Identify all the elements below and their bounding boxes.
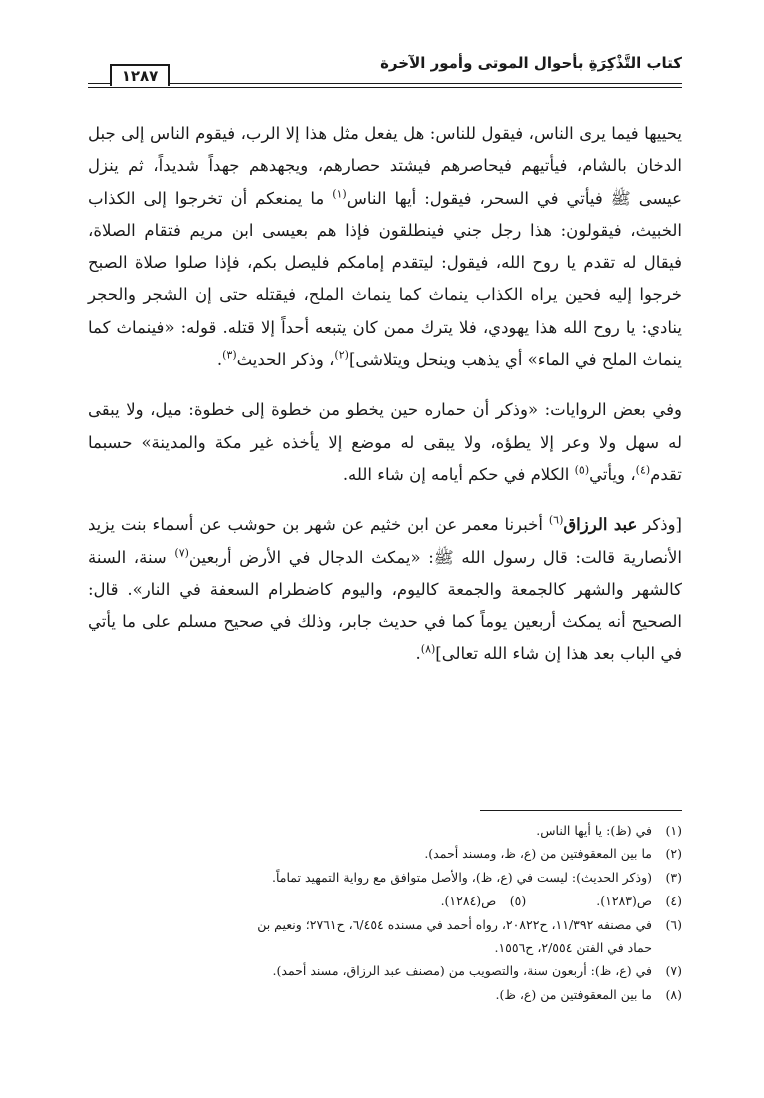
footnote-text: ما بين المعقوفتين من (ع، ظ). [495, 986, 652, 1002]
footnote-ref: (٣) [222, 348, 237, 362]
footnote-6-cont [86, 936, 682, 959]
text-run: يحييها فيما يرى الناس، فيقول للناس: هل يفعل مثل هذا إلا الرب، فيقوم الناس إلى جبل الدخان بالشام، فيأتيهم فيحاصرهم فيشتد حصارهم، ويجهدهم جهداً شديداً، ثم ينزل عيسى ﷺ فيأتي في السحر، فيقول: أيها الناس [88, 124, 682, 208]
footnote-text: في مصنفه ١١/٣٩٢، ح٢٠٨٢٢، رواه أحمد في مسنده ٦/٤٥٤، ح٢٧٦١؛ ونعيم بن [257, 916, 652, 932]
footnote-text: ما بين المعقوفتين من (ع، ظ، ومسند أحمد). [424, 846, 652, 862]
paragraph-1 [88, 118, 682, 376]
footnote-number: (٥) [509, 893, 527, 909]
footnote-4-5 [86, 889, 682, 912]
footnote-number: (٣) [665, 869, 682, 885]
text-run: ، وذكر الحديث [236, 350, 335, 370]
header-rule-bottom [88, 87, 682, 88]
footnote-text: حماد في الفتن ٢/٥٥٤، ح١٥٥٦. [494, 940, 652, 956]
footnote-ref: (٥) [574, 463, 590, 477]
footnote-number: (٦) [665, 916, 682, 932]
footnote-7 [86, 959, 682, 982]
footnote-ref: (٨) [420, 642, 436, 656]
footnote-ref: (٧) [174, 546, 189, 560]
bold-name: عبد الرزاق [563, 515, 638, 535]
footnotes [86, 819, 682, 1006]
footnote-ref: (٤) [635, 463, 651, 477]
text-run: [وذكر [637, 515, 682, 535]
footnote-3 [86, 866, 682, 889]
footnote-ref: (١) [332, 187, 347, 201]
footnote-ref: (٦) [548, 513, 564, 527]
footnote-text: (وذكر الحديث): ليست في (ع، ظ)، والأصل متوافق مع رواية التمهيد تماماً. [272, 869, 652, 885]
text-run: ، ويأتي [589, 464, 636, 484]
footnote-number: (١) [665, 823, 682, 838]
text-run: . [216, 350, 223, 370]
footnote-text: في (ظ): يا أيها الناس. [536, 823, 652, 838]
footnote-2 [86, 842, 682, 865]
text-run: ما يمنعكم أن تخرجوا إلى الكذاب الخبيث، فيقولون: هذا رجل جني فينطلقون فإذا هم بعيسى ابن مريم فتقام الصلاة، فيقال له تقدم يا روح الله، فيقول: ليتقدم إمامكم فليصل بكم، فإذا صلوا صلاة الصبح خرجوا إليه فحين يراه الكذاب ينماث كما ينماث الملح، فيقتله حتى إن الشجر والحجر ينادي: يا روح الله هذا يهودي، فلا يترك ممن كان يتبعه أحداً إلا قتله. قوله: «فينماث كما ينماث الملح في الماء» أي يذهب وينحل ويتلاشى] [88, 188, 682, 370]
text-run: أخبرنا معمر عن ابن خثيم عن شهر بن حوشب عن أسماء بنت يزيد الأنصارية قالت: قال رسول الله ﷺ: «يمكث الدجال في الأرض أربعين [88, 515, 683, 567]
footnote-number: (٧) [665, 963, 682, 979]
footnote-number: (٢) [665, 846, 682, 862]
footnote-text: ص(١٢٨٤). [440, 893, 497, 909]
header-rule-top [88, 83, 682, 84]
page-number: ١٢٨٧ [110, 64, 170, 86]
text-run: سنة، السنة كالشهر والشهر كالجمعة والجمعة كاليوم، واليوم كاضطرام السعفة في النار». قال: الصحيح أنه يمكث أربعين يوماً كما في حديث جابر، وذلك في صحيح مسلم على ما يأتي في الباب بعد هذا إن شاء الله تعالى] [88, 547, 682, 664]
running-title: كتاب التَّذْكِرَةِ بأحوال الموتى وأمور الآخرة [380, 54, 682, 72]
footnote-text: ص(١٢٨٣). [596, 893, 652, 909]
footnote-number: (٨) [665, 986, 682, 1002]
main-text [88, 118, 682, 671]
text-run: وفي بعض الروايات: «وذكر أن حماره حين يخطو من خطوة إلى خطوة: ميل، ولا يبقى له سهل ولا وعر إلا يطؤه، ولا يبقى له موضع إلا يأخذه غير مكة والمدينة» حسبما تقدم [88, 400, 682, 484]
paragraph-3 [88, 509, 682, 670]
footnote-number: (٤) [665, 893, 682, 909]
footnote-6 [86, 913, 682, 936]
footnote-ref: (٢) [334, 348, 349, 362]
footnote-separator [480, 810, 682, 811]
footnote-1 [86, 819, 682, 842]
footnote-text: في (ع، ظ): أربعون سنة، والتصويب من (مصنف عبد الرزاق، مسند أحمد). [272, 963, 652, 979]
paragraph-2 [88, 394, 682, 491]
page-header [88, 52, 682, 88]
text-run: . [415, 644, 421, 664]
text-run: الكلام في حكم أيامه إن شاء الله. [342, 464, 575, 484]
footnote-8 [86, 983, 682, 1006]
